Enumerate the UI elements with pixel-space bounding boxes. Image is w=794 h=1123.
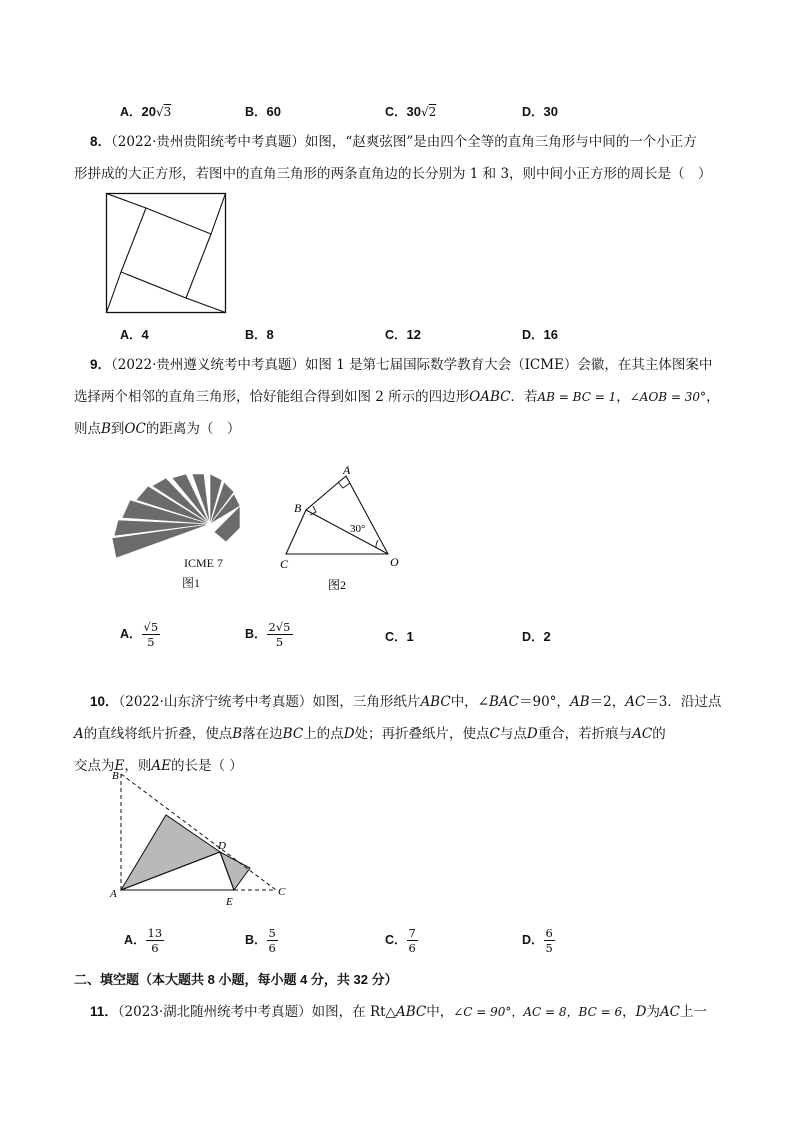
q10-option-d[interactable]: D． $\frac{6}{5}$ [522, 926, 553, 955]
icme-label: ICME 7 [184, 556, 223, 570]
q9-figure-2-quadrilateral [272, 462, 412, 592]
q7-option-b[interactable]: B．60 [245, 104, 281, 119]
point-e-label: E [226, 896, 233, 908]
q7-option-a[interactable]: A．20√3 [120, 104, 172, 119]
q11-stem-line1: 11．（2023·湖北随州统考中考真题）如图，在 Rt△ABC中，∠C = 90°，AC = 8，BC = 6，D为AC上一 [90, 1004, 708, 1020]
fraction: $\frac{√5}{5}$ [143, 620, 159, 649]
point-a-label: A [110, 888, 117, 900]
point-c-label: C [278, 886, 286, 898]
q10-option-c[interactable]: C． $\frac{7}{6}$ [385, 926, 416, 955]
q9-option-c[interactable]: C．1 [385, 629, 414, 644]
q9-figure-1-icme-emblem [108, 470, 248, 590]
fraction: $\frac{7}{6}$ [408, 926, 416, 955]
point-b-label: B [112, 770, 119, 782]
fraction: $\frac{5}{6}$ [268, 926, 276, 955]
q10-option-b[interactable]: B． $\frac{5}{6}$ [245, 926, 276, 955]
q8-option-c[interactable]: C．12 [385, 327, 421, 342]
angle-label: 30° [350, 523, 366, 535]
radicand: 2 [428, 105, 437, 119]
q9-option-d[interactable]: D．2 [522, 629, 551, 644]
q10-stem-line1: 10．（2022·山东济宁统考中考真题）如图，三角形纸片ABC中，∠BAC＝90°，AB＝2，AC＝3．沿过点 [90, 694, 722, 710]
q10-stem-line2: A的直线将纸片折叠，使点B落在边BC上的点D处；再折叠纸片，使点C与点D重合，若折痕与AC的 [74, 726, 666, 742]
fraction: $\frac{6}{5}$ [545, 926, 553, 955]
section-2-title: 二、填空题（本大题共 8 小题，每小题 4 分，共 32 分） [74, 972, 398, 987]
q7-option-c[interactable]: C．30√2 [385, 104, 437, 119]
q8-stem-line2: 形拼成的大正方形，若图中的直角三角形的两条直角边的长分别为 1 和 3，则中间小正方形的周长是（ ） [74, 166, 712, 182]
q8-option-a[interactable]: A．4 [120, 327, 149, 342]
q9-option-a[interactable]: A． $\frac{√5}{5}$ [120, 620, 159, 649]
q8-option-b[interactable]: B．8 [245, 327, 274, 342]
point-d-label: D [218, 840, 226, 852]
q8-option-d[interactable]: D．16 [522, 327, 558, 342]
q8-zhaoshuang-figure [104, 192, 228, 314]
q9-option-b[interactable]: B． $\frac{2√5}{5}$ [245, 620, 291, 649]
point-a-label: A [343, 463, 351, 477]
q9-stem-line2: 选择两个相邻的直角三角形，恰好能组合得到如图 2 所示的四边形OABC．若AB = BC = 1，∠AOB = 30°， [74, 389, 720, 405]
q7-option-d[interactable]: D．30 [522, 104, 558, 119]
figure-2-caption: 图2 [328, 578, 347, 592]
q10-folded-triangle-figure [104, 765, 294, 910]
fraction: $\frac{13}{6}$ [147, 926, 163, 955]
point-b-label: B [294, 501, 302, 515]
fraction: $\frac{2√5}{5}$ [268, 620, 291, 649]
q8-stem-line1: 8．（2022·贵州贵阳统考中考真题）如图，“赵爽弦图”是由四个全等的直角三角形与中间的一个小正方 [90, 134, 697, 150]
radicand: 3 [163, 105, 172, 119]
q9-stem-line3: 则点B到OC的距离为（ ） [74, 421, 241, 437]
q9-stem-line1: 9．（2022·贵州遵义统考中考真题）如图 1 是第七届国际数学教育大会（ICME）会徽，在其主体图案中 [90, 357, 713, 373]
q10-stem-line3: 交点为E，则AE的长是（ ） [74, 758, 243, 774]
point-c-label: C [280, 557, 289, 571]
q10-option-a[interactable]: A． $\frac{13}{6}$ [124, 926, 163, 955]
figure-1-caption: 图1 [182, 576, 201, 590]
point-o-label: O [390, 555, 399, 569]
